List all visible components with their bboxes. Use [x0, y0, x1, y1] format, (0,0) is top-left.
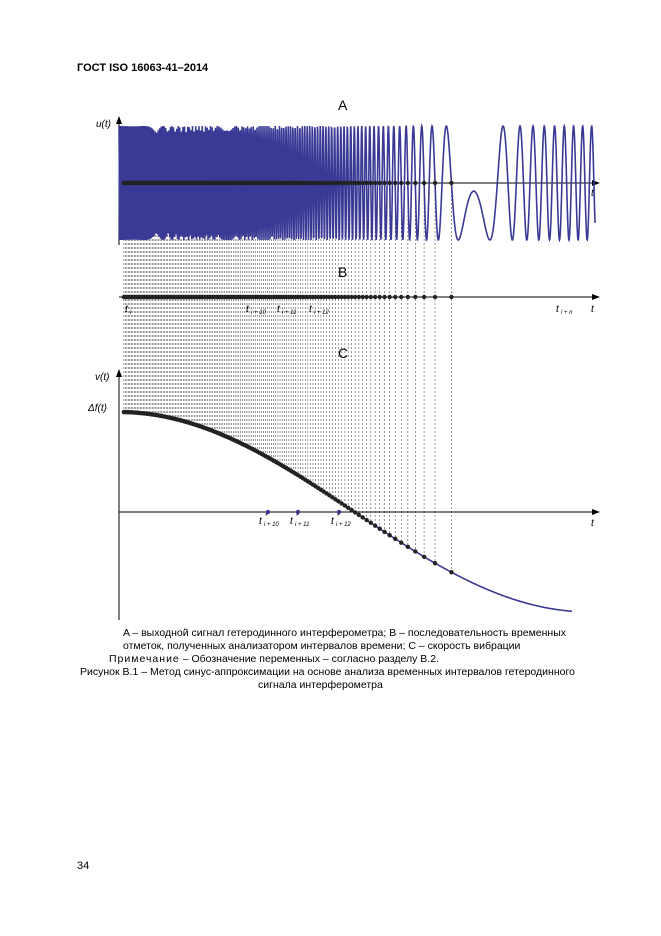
legend-line-1: A – выходной сигнал гетеродинного интерферометра; B – последовательность временных	[123, 627, 567, 639]
svg-text:t: t	[309, 304, 312, 315]
svg-text:i + 11: i + 11	[282, 310, 297, 316]
svg-text:i + 11: i + 11	[295, 522, 310, 528]
svg-text:i + 10: i + 10	[251, 310, 266, 316]
velocity-sample-dot	[413, 549, 417, 553]
time-mark-dot	[413, 295, 417, 299]
zero-crossing-dot	[422, 181, 426, 185]
panel-b-label-tin	[556, 304, 573, 316]
zero-crossing-dot	[387, 181, 391, 185]
legend-line-2: отметок, полученных анализатором интервалов времени; C – скорость вибрации	[123, 640, 521, 652]
zero-crossing-dot	[399, 181, 403, 185]
zero-crossing-dot	[382, 181, 386, 185]
svg-text:t: t	[125, 304, 128, 315]
panel-c-x-arrow	[592, 509, 600, 515]
velocity-sample-dot	[361, 515, 365, 519]
standard-header: ГОСТ ISO 16063-41–2014	[77, 62, 209, 74]
svg-text:*: *	[265, 513, 268, 520]
panel-c-label-star10	[259, 513, 280, 528]
velocity-sample-dot	[373, 524, 377, 528]
svg-text:i: i	[130, 310, 132, 316]
svg-text:t: t	[290, 516, 293, 527]
panel-a-letter: A	[338, 97, 348, 113]
zero-crossing-dot	[357, 181, 361, 185]
panel-b-x-arrow	[592, 294, 600, 300]
time-mark-dot	[422, 295, 426, 299]
time-mark-dot	[373, 295, 377, 299]
velocity-sample-dot	[353, 510, 357, 514]
svg-text:i + 12: i + 12	[336, 522, 351, 528]
zero-crossing-dot	[361, 181, 365, 185]
zero-crossing-dot	[413, 181, 417, 185]
panel-a-y-arrow	[116, 116, 122, 124]
panel-c-y-arrow	[116, 369, 122, 377]
time-mark-dot	[369, 295, 373, 299]
panel-b-x-label: t	[591, 304, 594, 315]
page-number: 34	[77, 860, 90, 872]
note-line	[109, 653, 439, 666]
figure-caption-line-1: Рисунок В.1 – Метод синус-аппроксимации на основе анализа временных интервалов гетеродинного	[80, 666, 575, 678]
panel-a-y-label: u(t)	[96, 119, 111, 130]
velocity-sample-dot	[422, 555, 426, 559]
velocity-sample-dot	[399, 540, 403, 544]
velocity-sample-dot	[382, 530, 386, 534]
svg-text:i + 10: i + 10	[264, 522, 279, 528]
velocity-sample-dot	[449, 570, 453, 574]
panel-c-amplitude-label: Δf(t)	[88, 403, 107, 414]
panel-b-label-ti	[125, 304, 132, 316]
velocity-sample-dot	[393, 537, 397, 541]
svg-text:i + n: i + n	[561, 310, 573, 316]
velocity-sample-dot	[378, 527, 382, 531]
velocity-sample-dot	[406, 545, 410, 549]
time-mark-dot	[449, 295, 453, 299]
svg-text:t: t	[556, 304, 559, 315]
time-mark-dot	[364, 295, 368, 299]
zero-crossing-dot	[393, 181, 397, 185]
note-word: Примечание	[109, 653, 180, 665]
zero-crossing-dot	[406, 181, 410, 185]
velocity-sample-dot	[433, 561, 437, 565]
velocity-sample-dot	[369, 521, 373, 525]
panel-c-y-label: v(t)	[95, 372, 110, 383]
time-mark-dot	[387, 295, 391, 299]
time-mark-dot	[382, 295, 386, 299]
velocity-sample-dot	[357, 513, 361, 517]
time-mark-dot	[378, 295, 382, 299]
velocity-sample-dot	[387, 533, 391, 537]
panel-c-label-star12	[331, 513, 352, 528]
panel-b-label-ti10	[246, 304, 267, 316]
vertical-guide-lines	[124, 183, 452, 572]
zero-crossing-dot	[364, 181, 368, 185]
time-mark-dot	[406, 295, 410, 299]
time-mark-dot	[433, 295, 437, 299]
zero-crossing-dot	[433, 181, 437, 185]
svg-text:t: t	[259, 516, 262, 527]
zero-crossing-dot	[373, 181, 377, 185]
time-mark-dot	[357, 295, 361, 299]
time-mark-dot	[393, 295, 397, 299]
svg-text:*: *	[296, 513, 299, 520]
panel-b-label-ti12	[309, 304, 330, 316]
time-mark-dot	[361, 295, 365, 299]
time-mark-dot	[399, 295, 403, 299]
panel-c-sample-points	[122, 410, 454, 575]
zero-crossing-dot	[449, 181, 453, 185]
svg-text:*: *	[337, 513, 340, 520]
svg-text:i + 12: i + 12	[314, 310, 329, 316]
panel-b-letter: B	[338, 264, 348, 280]
note-text: – Обозначение переменных – согласно разделу В.2.	[179, 653, 439, 665]
panel-a-x-label: t	[591, 188, 594, 199]
panel-c-letter: C	[338, 345, 349, 361]
panel-c-label-star11	[290, 513, 309, 528]
panel-b-label-ti11	[277, 304, 296, 316]
velocity-sample-dot	[364, 518, 368, 522]
panel-c-x-label: t	[591, 518, 594, 529]
svg-text:t: t	[246, 304, 249, 315]
svg-text:t: t	[277, 304, 280, 315]
figure-caption-line-2: сигнала интерферометра	[258, 679, 383, 691]
zero-crossing-dot	[369, 181, 373, 185]
svg-text:t: t	[331, 516, 334, 527]
zero-crossing-dot	[378, 181, 382, 185]
